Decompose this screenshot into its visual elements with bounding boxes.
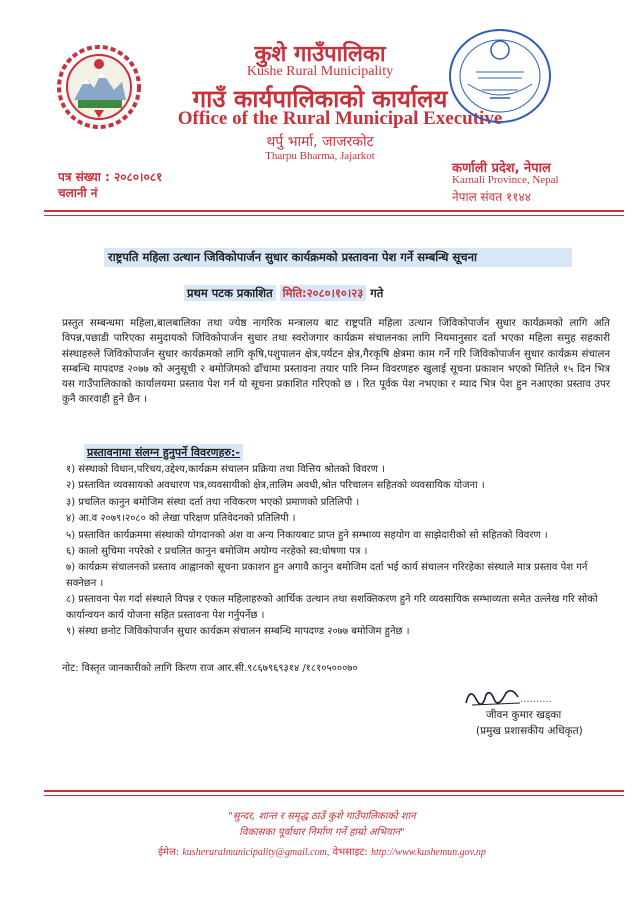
nepal-samvat: नेपाल संवत ११४४: [452, 190, 531, 204]
list-item: १) संस्थाको विधान,परिचय,उद्देश्य,कार्यक्रम संचालन प्रक्रिया तथा वित्तिय श्रोतको विवरण ।: [66, 464, 385, 475]
office-seal-stamp: [446, 26, 554, 126]
list-item: ३) प्रचलित कानुन बमोजिम संस्था दर्ता तथा नविकरण भएको प्रमाणको प्रतिलिपी ।: [66, 496, 360, 508]
requirements-list: [66, 462, 612, 640]
date-suffix: गते: [370, 286, 384, 300]
address-en: Tharpu Bharma, Jajarkot: [265, 150, 375, 162]
list-item: ९) संस्था छनोट जिविकोपार्जन सुधार कार्यक्रम संचालन सम्बन्धि मापदण्ड २०७७ बमोजिम हुनेछ ।: [66, 626, 410, 638]
footer-divider: [44, 790, 624, 792]
dispatch-number: चलानी नं: [58, 186, 98, 200]
signer-name: जीवन कुमार खड्का: [486, 709, 562, 721]
letter-number: पत्र संख्या : २०८०।०८१: [58, 170, 163, 184]
publication-line: [184, 286, 383, 301]
province-np: कर्णाली प्रदेश, नेपाल: [452, 161, 551, 176]
footer-divider-thin: [44, 795, 624, 796]
footer-contact: [0, 844, 644, 858]
contact-note: नोट: विस्तृत जानकारीको लागि किरण राज आर.सी.९८६७९६९३१४ /१८१०५०००७०: [62, 663, 358, 674]
requirements-heading: प्रस्तावनामा संलग्न हुनुपर्ने विवरणहरु:-: [84, 444, 243, 461]
list-item: ५) प्रस्तावित कार्यक्रममा संस्थाको योगदानको अंश वा अन्य निकायबाट प्राप्त हुने सम्भाव्य सहयोग वा साझेदारीको सो सहितको विवरण ।: [66, 529, 548, 541]
signature-dots: ..........: [520, 694, 552, 705]
list-item: ६) कालो सुचिमा नपरेको र प्रचलित कानुन बमोजिम अयोग्य नरहेको स्व:घोषणा पत्र ।: [66, 546, 368, 558]
list-item: २) प्रस्तावित व्यवसायको अवधारण पत्र,व्यवसायीको क्षेत्र,तालिम अवधी,श्रोत परिचालन सहितको व्यवसायिक योजना ।: [66, 480, 485, 492]
municipality-name-en: Kushe Rural Municipality: [246, 64, 394, 79]
header-divider: [44, 210, 624, 212]
notice-title: राष्ट्रपति महिला उत्थान जिविकोपार्जन सुधार कार्यक्रमको प्रस्तावना पेश गर्ने सम्बन्धि सूचना: [104, 248, 572, 267]
municipality-name-np: कुशे गाउँपालिका: [254, 42, 386, 67]
first-published-label: प्रथम पटक प्रकाशित: [184, 285, 276, 301]
website-label: वेभसाइट:: [332, 847, 368, 858]
publication-date: मिति:२०८०।१०।२३: [280, 285, 367, 301]
footer-slogan-line2: विकासका पूर्वाधार निर्माण गर्ने हाम्रो अभियान": [239, 827, 405, 838]
province-en: Karnali Province, Nepal: [452, 174, 559, 186]
footer-slogan-line1: "सुन्दर, शान्त र समृद्ध ठाउँ कुशे गाउँपालिकाको शान: [228, 811, 416, 822]
signer-title: (प्रमुख प्रशासकीय अधिकृत): [476, 725, 583, 737]
list-item: ८) प्रस्तावना पेश गर्दा संस्थाले विपन्न र एकल महिलाहरुको आर्थिक उत्थान तथा सशक्तिकरण हुने गरि व्यवसायिक सम्भाव्यता समेत उल्लेख गरि सोको कार्यान्वयन कार्य योजना सहित प्रस्तावना पेश गर्नुपर्नेछ ।: [66, 594, 598, 621]
email-label: ईमेल:: [158, 847, 180, 858]
office-name-en: Office of the Rural Municipal Executive: [177, 108, 503, 129]
office-name-np: गाउँ कार्यपालिकाको कार्यालय: [192, 85, 448, 113]
list-item: ४) आ.व २०७९।२०८० को लेखा परिक्षण प्रतिवेदनको प्रतिलिपी ।: [66, 513, 296, 525]
list-item: ७) कार्यक्रम संचालनको प्रस्ताव आह्वानको सूचना प्रकाशन हुन अगावै कानुन बमोजिम दर्ता भई कार्य संचालन गरिरहेका संस्थाले मात्र प्रस्ताव पेश गर्न सक्नेछन ।: [66, 562, 588, 589]
email-link[interactable]: kusheruralmunicipality@gmail.com,: [182, 847, 330, 858]
notice-body: प्रस्तुत सम्बन्धमा महिला,बालबालिका तथा ज्येष्ठ नागरिक मन्त्रालय बाट राष्ट्रपति महिला उत्थान जिविकोपार्जन सुधार कार्यक्रमको लागि अति विपन्न,पछाडी पारिएका समुदायको जिविकोपार्जन सुधार तथा स्वरोजगार कार्यक्रम संचालनका लागि नियमानुसार दर्ता भएका महिला समुह सहकारी संस्थाहरुले जिविकोपार्जन सुधार कार्यक्रमको लागि कृषि,पशुपालन क्षेत्र,पर्यटन क्षेत्र,गैरकृषि क्षेत्रमा काम गर्ने गरि जिविकोपार्जन सुधार कार्यक्रम संचालन सम्बन्धि मापदण्ड २०७७ को अनुसूची २ बमोजिमको ढाँचामा प्रस्तावना तयार पारि निम्न विवरणहरु खुलाई सूचना प्रकाशन भएको मितिले १५ दिन भित्र यस गाउँपालिकाको कार्यालयमा प्रस्ताव पेश गर्न यो सूचना प्रकाशित गरिएको छ । रित पूर्वक पेश नभएका र म्याद भित्र पेश हुन नआएका प्रस्ताव उपर कुनै कारवाही हुने छैन ।: [62, 318, 610, 406]
header-divider-thin: [44, 215, 624, 216]
address-np: थर्पु भार्मा, जाजरकोट: [266, 134, 374, 150]
website-link[interactable]: http://www.kushemun.gov.np: [370, 847, 486, 858]
